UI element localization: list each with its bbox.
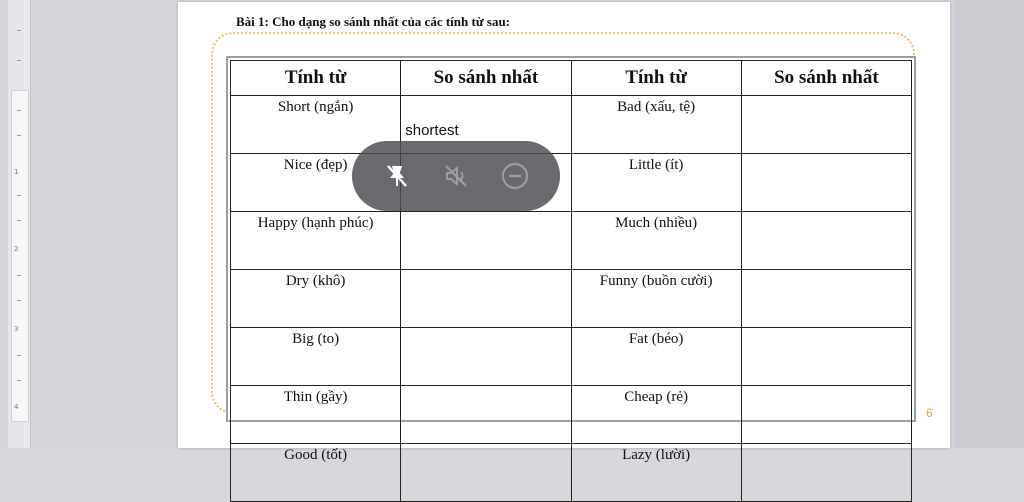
ruler-tick [17,300,21,301]
table-row [231,96,912,154]
superlative-cell[interactable] [741,212,911,270]
superlative-cell[interactable] [401,270,571,328]
header-adjective-2: Tính từ [571,61,741,96]
header-superlative-2: So sánh nhất [741,61,911,96]
adjective-cell[interactable]: Happy (hạnh phúc) [231,212,401,270]
table-row [231,154,912,212]
ruler-tick [17,135,21,136]
ruler-tick [17,195,21,196]
table-row [231,212,912,270]
adjective-cell[interactable]: Short (ngắn) [231,96,401,154]
superlative-cell[interactable] [401,386,571,444]
ruler-tick [17,355,21,356]
adjective-table [230,60,912,502]
adjective-cell[interactable]: Little (ít) [571,154,741,212]
adjective-cell[interactable]: Lazy (lười) [571,444,741,502]
adjective-cell[interactable]: Fat (béo) [571,328,741,386]
superlative-cell[interactable] [741,154,911,212]
ruler-tick [17,275,21,276]
ruler-tick [17,60,21,61]
minus-circle-icon [500,161,530,191]
ruler-tick [17,380,21,381]
superlative-cell[interactable] [741,444,911,502]
exercise-title: Bài 1: Cho dạng so sánh nhất của các tính từ sau: [236,14,510,29]
superlative-cell[interactable] [401,328,571,386]
adjective-cell[interactable]: Bad (xấu, tệ) [571,96,741,154]
adjective-cell[interactable]: Cheap (rẻ) [571,386,741,444]
document-page[interactable] [178,2,950,463]
page-number: 6 [926,406,933,420]
adjective-cell[interactable]: Thin (gầy) [231,386,401,444]
adjective-table-frame[interactable] [226,56,916,463]
superlative-cell[interactable] [741,328,911,386]
ruler-number: 3 [14,325,19,333]
volume-mute-icon [441,161,471,191]
header-adjective-1: Tính từ [231,61,401,96]
adjective-cell[interactable]: Big (to) [231,328,401,386]
ruler-number: 4 [14,403,19,411]
ruler-number: 2 [14,245,19,253]
table-header-row [231,61,912,96]
adjective-cell[interactable]: Good (tốt) [231,444,401,502]
adjective-cell[interactable]: Funny (buồn cười) [571,270,741,328]
header-superlative-1: So sánh nhất [401,61,571,96]
table-row [231,444,912,502]
pin-off-button[interactable] [379,158,415,194]
superlative-cell[interactable] [741,386,911,444]
ruler-number: 1 [14,168,19,176]
table-row [231,386,912,444]
superlative-cell[interactable] [401,212,571,270]
superlative-cell[interactable] [741,96,911,154]
table-row [231,328,912,386]
window-background [954,0,1024,448]
adjective-cell[interactable]: Nice (đẹp) [231,154,401,212]
vertical-ruler[interactable] [8,0,31,448]
superlative-cell[interactable] [401,444,571,502]
ruler-tick [17,110,21,111]
adjective-cell[interactable]: Much (nhiều) [571,212,741,270]
minimize-button[interactable] [497,158,533,194]
table-row [231,270,912,328]
pin-off-icon [382,161,412,191]
mute-button[interactable] [438,158,474,194]
ruler-margin-area [11,90,29,422]
ruler-tick [17,30,21,31]
adjective-cell[interactable]: Dry (khô) [231,270,401,328]
superlative-cell[interactable] [741,270,911,328]
superlative-cell[interactable]: shortest [401,96,571,154]
ruler-tick [17,220,21,221]
media-control-overlay [352,141,560,211]
